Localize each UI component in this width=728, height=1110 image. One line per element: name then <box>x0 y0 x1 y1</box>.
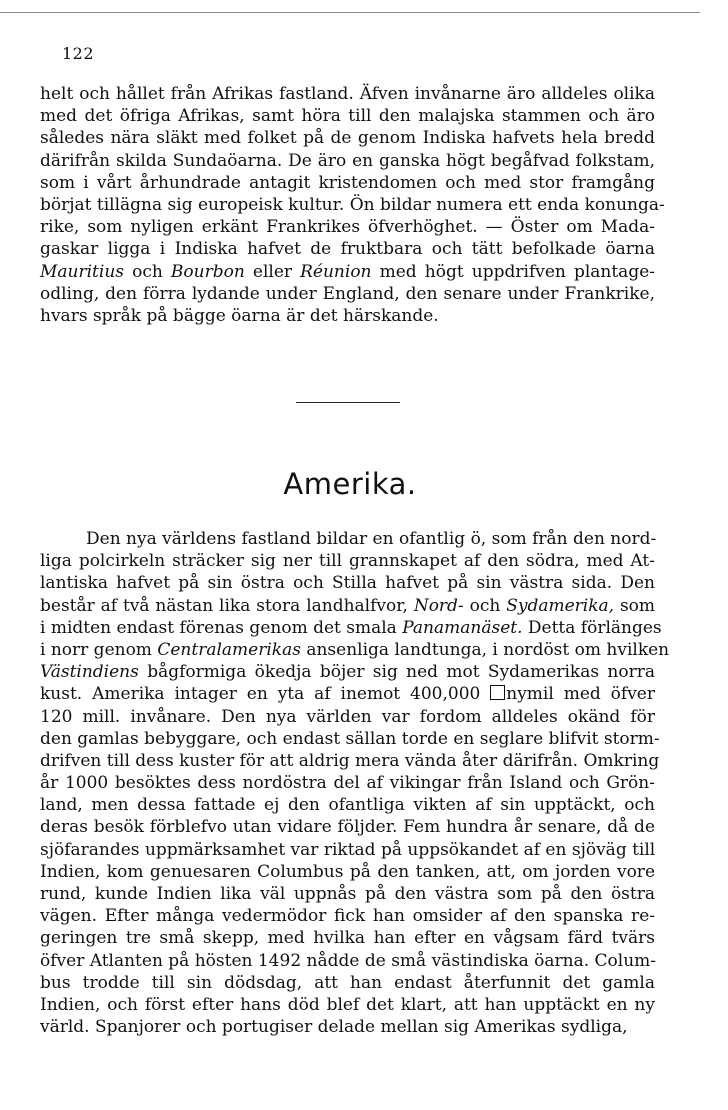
text-line <box>40 861 655 883</box>
text-line <box>40 105 655 127</box>
text-run: sjöfarandes uppmärksamhet var riktad på uppsökandet af en sjöväg till <box>40 839 656 860</box>
text-run: kust. Amerika intager en yta af inemot 400,000 <box>40 684 491 705</box>
text-line <box>40 994 655 1016</box>
text-run: deras besök förblefvo utan vidare följder. Fem hundra år senare, då de <box>40 817 655 838</box>
text-run: land, men dessa fattade ej den ofantliga vikten af sin upptäckt, och <box>40 795 655 816</box>
text-line <box>40 706 655 728</box>
text-run: rike, som nyligen erkänt Frankrikes öfverhöghet. — Öster om Mada- <box>40 217 655 238</box>
text-line <box>40 661 655 683</box>
text-run: därifrån skilda Sundaöarna. De äro en ganska högt begåfvad folkstam, <box>40 150 655 171</box>
text-line <box>40 728 660 750</box>
text-run: vägen. Efter många vedermödor fick han omsider af den spanska re- <box>40 906 655 927</box>
text-run: och <box>124 261 171 282</box>
text-run: odling, den förra lydande under England, den senare under Frankrike, <box>40 283 655 304</box>
text-run: gaskar ligga i Indiska hafvet de fruktbara och tätt befolkade öarna <box>40 239 655 260</box>
text-line <box>40 683 655 705</box>
square-symbol-icon <box>490 685 505 700</box>
text-run: öfver Atlanten på hösten 1492 nådde de små västindiska öarna. Colum- <box>40 950 657 971</box>
text-run: i midten endast förenas genom det smala <box>40 617 403 638</box>
text-run: Detta förlänges <box>522 617 662 638</box>
text-run: Indien, och först efter hans död blef det klart, att han upptäckt en ny <box>40 994 655 1015</box>
text-line <box>40 83 655 105</box>
text-run: värld. Spanjorer och portugiser delade mellan sig Amerikas sydliga, <box>40 1017 628 1038</box>
text-run: bågformiga ökedja böjer sig ned mot Sydamerikas norra <box>138 662 655 683</box>
italic-term: Sydamerika, <box>506 595 615 616</box>
text-run: består af två nästan lika stora landhalfvor, <box>40 595 414 616</box>
text-run: således nära släkt med folket på de genom Indiska hafvets hela bredd <box>40 128 655 149</box>
text-run: år 1000 besöktes dess nordöstra del af vikingar från Island och Grön- <box>40 773 655 794</box>
text-run: med högt uppdrifven plantage- <box>371 261 656 282</box>
text-run: börjat tillägna sig europeisk kultur. Ön bildar numera ett enda konunga- <box>40 194 665 215</box>
text-run: och <box>463 595 507 616</box>
text-line <box>40 261 655 283</box>
text-line <box>40 238 655 260</box>
text-line <box>40 617 662 639</box>
text-line <box>40 194 665 216</box>
text-run: eller <box>244 261 301 282</box>
text-line <box>40 839 655 861</box>
italic-term: Bourbon <box>170 261 245 282</box>
text-run: geringen tre små skepp, med hvilka han efter en vågsam färd tvärs <box>40 928 655 949</box>
text-line <box>40 572 655 594</box>
text-run: med det öfriga Afrikas, samt höra till den malajska stammen och äro <box>40 106 655 127</box>
section-heading: Amerika. <box>283 467 417 501</box>
text-line <box>40 216 655 238</box>
italic-term: Panamanäset. <box>402 617 523 638</box>
text-run: nymil med öfver <box>506 684 655 705</box>
text-run: bus trodde till sin dödsdag, att han endast återfunnit det gamla <box>40 972 655 993</box>
text-line <box>40 972 655 994</box>
text-run: som i vårt århundrade antagit kristendomen och med stor framgång <box>40 172 655 193</box>
text-line <box>40 794 655 816</box>
text-line <box>40 127 655 149</box>
italic-term: Réunion <box>300 261 372 282</box>
text-run: drifven till dess kuster för att aldrig mera vända åter därifrån. Omkring <box>40 750 660 771</box>
text-run: Indien, kom genuesaren Columbus på den tanken, att, om jorden vore <box>40 861 655 882</box>
text-run: helt och hållet från Afrikas fastland. Äfven invånarne äro alldeles olika <box>40 84 655 104</box>
text-line <box>40 927 655 949</box>
italic-term: Nord- <box>413 595 464 616</box>
text-line <box>40 950 655 972</box>
text-run: Den nya världens fastland bildar en ofantlig ö, som från den nord- <box>86 529 657 549</box>
text-run: hvars språk på bägge öarna är det härskande. <box>40 305 439 326</box>
text-run: den gamlas bebyggare, och endast sällan torde en seglare blifvit storm- <box>40 728 660 749</box>
text-line <box>40 150 655 172</box>
text-run: lantiska hafvet på sin östra och Stilla hafvet på sin västra sida. Den <box>40 573 655 594</box>
text-run: 120 mill. invånare. Den nya världen var fordom alldeles okänd för <box>40 706 655 727</box>
text-line <box>40 305 655 327</box>
italic-term: Västindiens <box>40 662 139 683</box>
text-run: ansenliga landtunga, i nordöst om hvilken <box>300 639 670 660</box>
text-line <box>40 528 655 550</box>
text-line <box>40 905 655 927</box>
section-divider <box>296 402 400 403</box>
text-line <box>40 816 655 838</box>
text-line <box>40 595 655 617</box>
paragraph-amerika <box>40 528 670 1038</box>
paragraph-madagaskar <box>40 83 665 327</box>
text-line <box>40 883 655 905</box>
text-line <box>40 550 655 572</box>
top-scan-rule <box>0 12 700 13</box>
text-run: som <box>614 595 656 616</box>
text-line <box>40 750 660 772</box>
text-line <box>40 283 655 305</box>
text-run: i norr genom <box>40 639 158 660</box>
text-line <box>40 639 670 661</box>
text-line <box>40 1016 655 1038</box>
text-line <box>40 772 655 794</box>
text-run: liga polcirkeln sträcker sig ner till grannskapet af den södra, med At- <box>40 551 655 572</box>
page-number: 122 <box>62 44 95 63</box>
text-run: rund, kunde Indien lika väl uppnås på den västra som på den östra <box>40 884 655 904</box>
italic-term: Mauritius <box>40 261 124 282</box>
italic-term: Centralamerikas <box>157 639 301 660</box>
text-line <box>40 172 655 194</box>
